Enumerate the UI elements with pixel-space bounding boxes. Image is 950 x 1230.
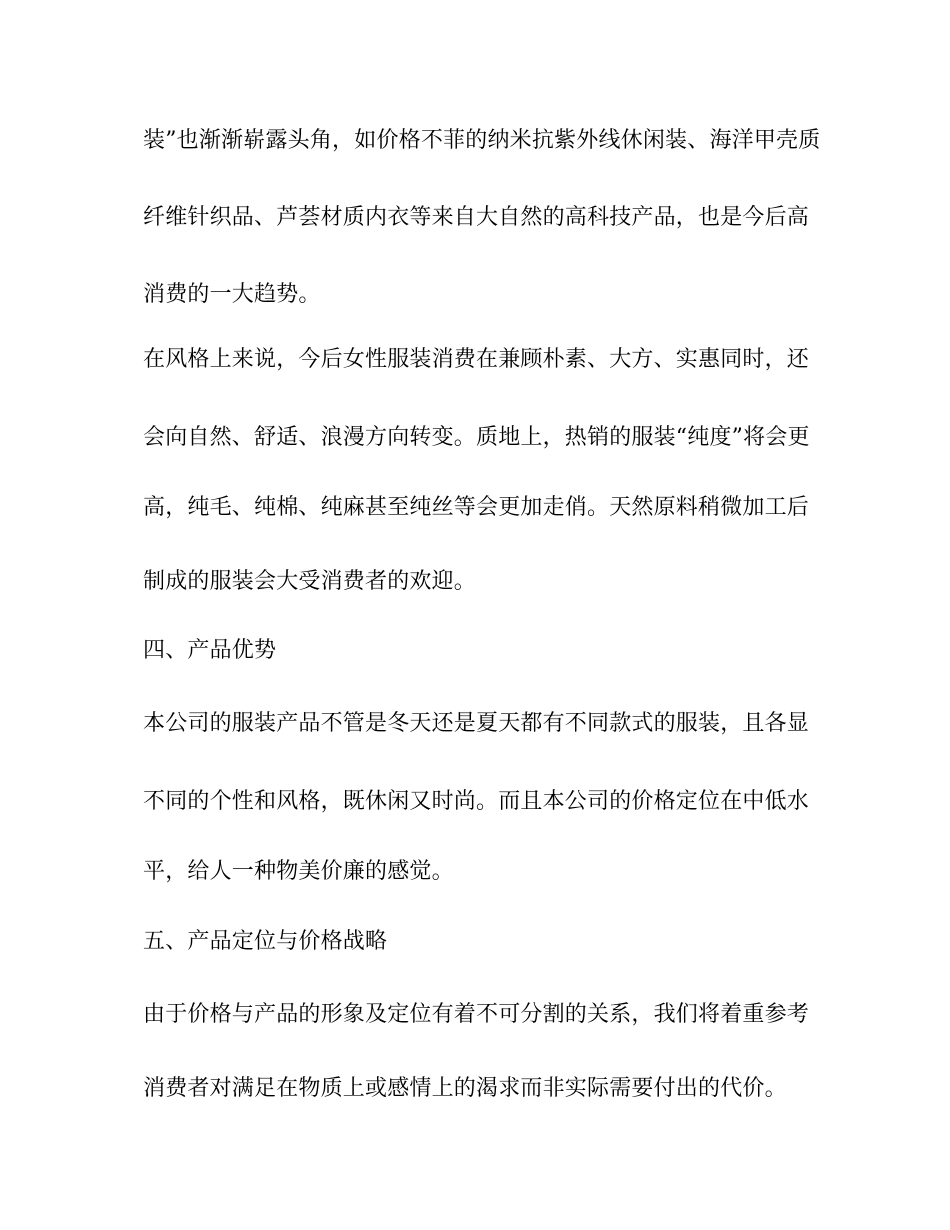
paragraph-line: 制成的服装会大受消费者的欢迎。 [143, 569, 477, 594]
paragraph-line: 装”也渐渐崭露头角，如价格不菲的纳米抗紫外线休闲装、海洋甲壳质 [143, 128, 821, 153]
paragraph-line: 本公司的服装产品不管是冬天还是夏天都有不同款式的服装，且各显 [143, 711, 810, 736]
paragraph-line: 纤维针织品、芦荟材质内衣等来自大自然的高科技产品，也是今后高 [143, 205, 810, 230]
paragraph-line: 在风格上来说，今后女性服装消费在兼顾朴素、大方、实惠同时，还 [143, 347, 810, 372]
paragraph-line: 平，给人一种物美价廉的感觉。 [143, 859, 454, 884]
section-heading: 五、产品定位与价格战略 [143, 929, 388, 954]
paragraph-line: 会向自然、舒适、浪漫方向转变。质地上，热销的服装“纯度”将会更 [143, 425, 810, 450]
paragraph-line: 由于价格与产品的形象及定位有着不可分割的关系，我们将着重参考 [143, 1002, 810, 1027]
paragraph-line: 不同的个性和风格，既休闲又时尚。而且本公司的价格定位在中低水 [143, 789, 810, 814]
paragraph-line: 消费的一大趋势。 [143, 282, 321, 307]
section-heading: 四、产品优势 [143, 638, 277, 663]
paragraph-line: 消费者对满足在物质上或感情上的渴求而非实际需要付出的代价。 [143, 1076, 787, 1101]
paragraph-line: 高，纯毛、纯棉、纯麻甚至纯丝等会更加走俏。天然原料稍微加工后 [143, 495, 810, 520]
